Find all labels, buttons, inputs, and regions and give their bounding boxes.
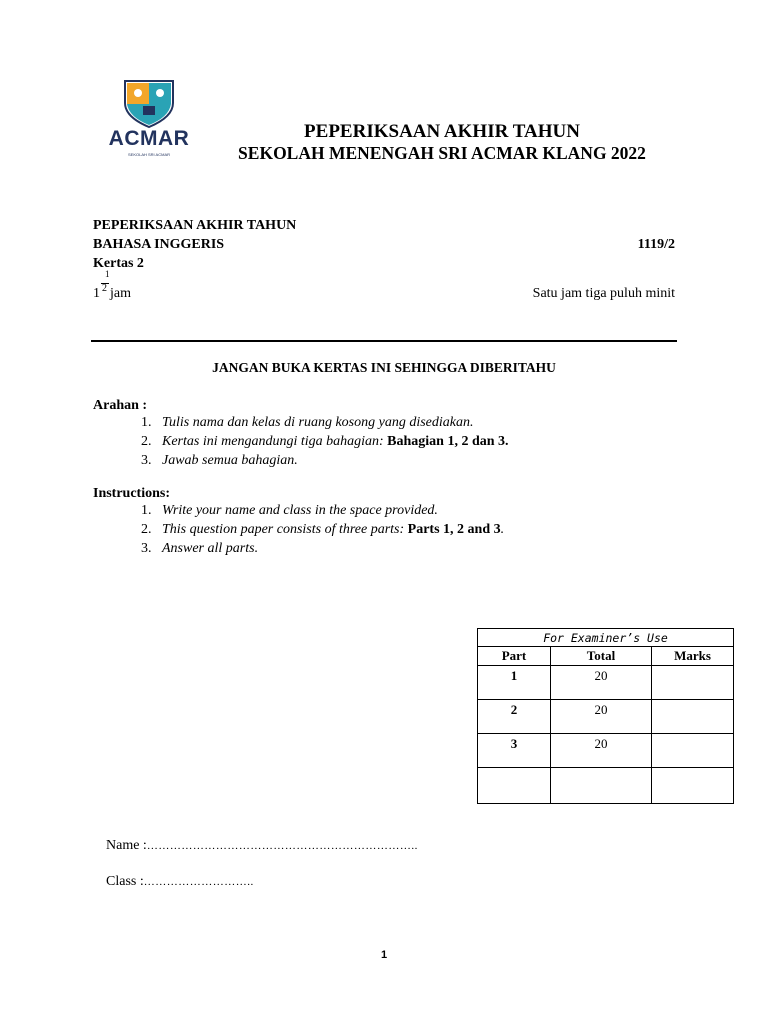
exam-title: PEPERIKSAAN AKHIR TAHUN — [304, 121, 580, 142]
duration-numerator: 1 — [105, 269, 110, 279]
header-part: Part — [478, 647, 551, 666]
examiner-table-caption: For Examiner’s Use — [478, 629, 734, 647]
marks-cell[interactable] — [652, 666, 734, 700]
logo-subtext: SEKOLAH SRI ACMAR — [127, 152, 170, 157]
header-marks: Marks — [652, 647, 734, 666]
duration-words: Satu jam tiga puluh minit — [532, 286, 675, 301]
duration-unit: jam — [110, 286, 131, 301]
part-cell: 1 — [478, 666, 551, 700]
table-row — [478, 734, 734, 768]
class-label: Class : — [106, 874, 144, 889]
marks-cell[interactable] — [652, 734, 734, 768]
total-cell: 20 — [551, 666, 652, 700]
list-item: 3. Jawab semua bahagian. — [141, 453, 298, 468]
name-label: Name : — [106, 838, 147, 853]
part-cell — [478, 768, 551, 804]
table-row — [478, 768, 734, 804]
examiner-table — [477, 628, 734, 804]
list-item: 1. Write your name and class in the space provided. — [141, 503, 438, 518]
exam-name: PEPERIKSAAN AKHIR TAHUN — [93, 218, 297, 233]
list-item: 2. Kertas ini mengandungi tiga bahagian: Bahagian 1, 2 dan 3. — [141, 434, 509, 449]
total-cell — [551, 768, 652, 804]
total-cell: 20 — [551, 700, 652, 734]
page-number: 1 — [380, 949, 388, 961]
instructions-heading: Instructions: — [93, 486, 171, 501]
duration-whole: 1 — [93, 286, 100, 301]
list-item: 2. This question paper consists of three parts: Parts 1, 2 and 3. — [141, 522, 505, 537]
header-total: Total — [551, 647, 652, 666]
duration-denominator: 2 — [102, 283, 107, 294]
part-cell: 3 — [478, 734, 551, 768]
arahan-list — [141, 413, 509, 470]
warning-text: JANGAN BUKA KERTAS INI SEHINGGA DIBERITAHU — [212, 360, 556, 375]
instructions-list — [141, 501, 504, 558]
table-row — [478, 700, 734, 734]
class-dots[interactable]: ……………………….. — [143, 876, 254, 888]
paper-number: Kertas 2 — [93, 256, 144, 271]
paper-code: 1119/2 — [637, 237, 675, 252]
part-cell: 2 — [478, 700, 551, 734]
name-dots[interactable]: …………………………………………………………….. — [146, 840, 418, 852]
school-name: SEKOLAH MENENGAH SRI ACMAR KLANG 2022 — [238, 143, 646, 163]
class-field[interactable] — [106, 874, 254, 890]
marks-cell[interactable] — [652, 768, 734, 804]
list-item: 3. Answer all parts. — [141, 541, 259, 556]
arahan-heading: Arahan : — [93, 398, 148, 413]
table-row — [478, 666, 734, 700]
total-cell: 20 — [551, 734, 652, 768]
list-item: 1. Tulis nama dan kelas di ruang kosong yang disediakan. — [141, 415, 474, 430]
marks-cell[interactable] — [652, 700, 734, 734]
logo-wordmark: ACMAR — [108, 127, 190, 150]
divider-line — [91, 340, 677, 342]
subject-name: BAHASA INGGERIS — [93, 237, 225, 252]
name-field[interactable] — [106, 838, 418, 854]
school-logo — [103, 77, 193, 161]
